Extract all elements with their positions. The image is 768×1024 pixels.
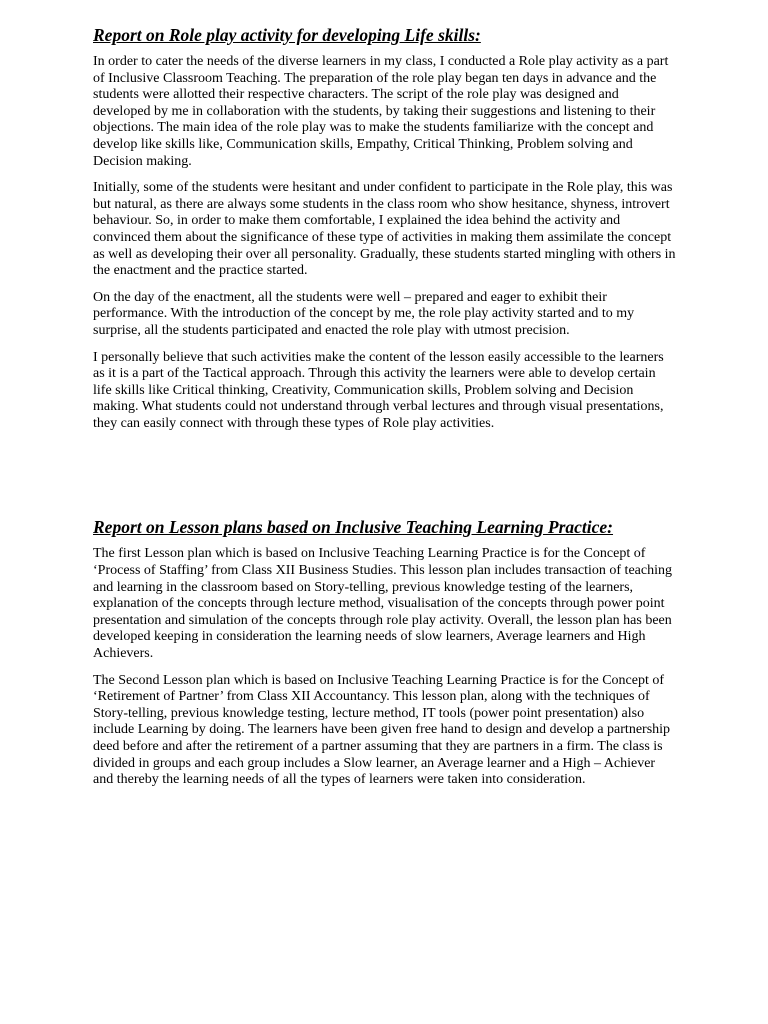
paragraph: In order to cater the needs of the diverse learners in my class, I conducted a Role play activity as a part of Inclusive Classroom Teaching. The preparation of the role play began ten days in advance and the students were allotted their respective characters. The script of the role play was designed and developed by me in collaboration with the students, by taking their suggestions and listening to their objections. The main idea of the role play was to make the students familiarize with the concept and develop like skills like, Communication skills, Empathy, Critical Thinking, Problem solving and Decision making. xyxy=(93,54,669,169)
paragraph: The Second Lesson plan which is based on Inclusive Teaching Learning Practice is for the Concept of ‘Retirement of Partner’ from Class XII Accountancy. This lesson plan, along with the techniques of Story-telling, previous knowledge testing, lecture method, IT tools (power point presentation) also include Learning by doing. The learners have been given free hand to design and develop a partnership deed before and after the retirement of a partner assuming that they are partners in a firm. The class is divided in groups and each group includes a Slow learner, an Average learner and a High – Achiever and thereby the learning needs of all the types of learners were taken into consideration. xyxy=(93,672,671,788)
section-heading: Report on Role play activity for developing Life skills: xyxy=(93,25,481,45)
paragraph: Initially, some of the students were hesitant and under confident to participate in the Role play, this was but natural, as there are always some students in the class room who show hesitance, shyness, introvert behaviour. So, in order to make them comfortable, I explained the idea behind the activity and convinced them about the significance of these type of activities in making them assimilate the concept as well as developing their over all personality. Gradually, these students started mingling with others in the enactment and the practice started. xyxy=(93,180,676,279)
role-play-report-section xyxy=(93,0,677,432)
lesson-plans-report-section xyxy=(93,516,677,788)
section-heading: Report on Lesson plans based on Inclusive Teaching Learning Practice: xyxy=(93,517,614,538)
paragraph: On the day of the enactment, all the students were well – prepared and eager to exhibit their performance. With the introduction of the concept by me, the role play activity started and to my surprise, all the students participated and enacted the role play with utmost precision. xyxy=(93,289,635,338)
document-page xyxy=(93,0,677,799)
paragraph: I personally believe that such activities make the content of the lesson easily accessible to the learners as it is a part of the Tactical approach. Through this activity the learners were able to develop certain life skills like Critical thinking, Creativity, Communication skills, Problem solving and Decision making. What students could not understand through verbal lectures and through visual presentations, they can easily connect with through these types of Role play activities. xyxy=(93,349,664,431)
paragraph: The first Lesson plan which is based on Inclusive Teaching Learning Practice is for the Concept of ‘Process of Staffing’ from Class XII Business Studies. This lesson plan includes transaction of teaching and learning in the classroom based on Story-telling, previous knowledge testing of the learners, explanation of the concepts through lecture method, visualisation of the concepts through power point presentation and simulation of the concepts through role play activity. Overall, the lesson plan has been developed keeping in consideration the learning needs of slow learners, Average learners and High Achievers. xyxy=(93,546,672,662)
